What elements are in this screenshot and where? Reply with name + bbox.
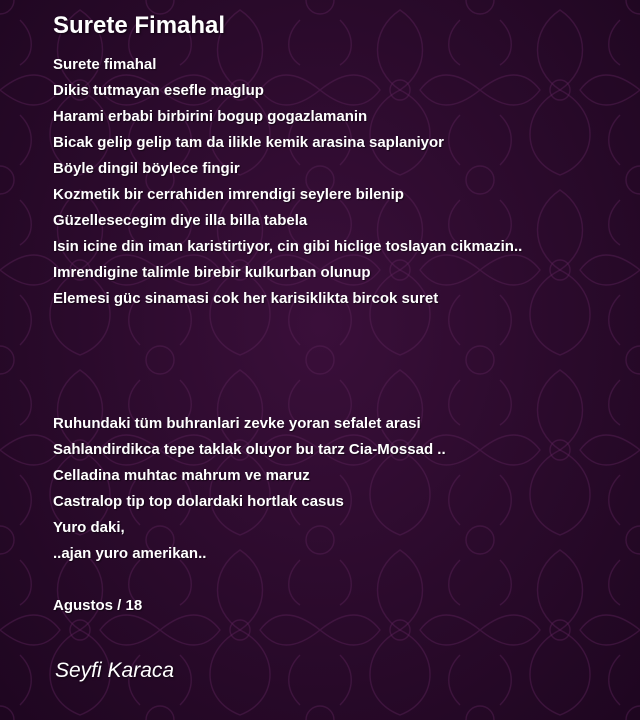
poem-line: Isin icine din iman karistirtiyor, cin gibi hiclige toslayan cikmazin.. (53, 238, 523, 255)
poem-line: Imrendigine talimle birebir kulkurban olunup (53, 264, 371, 281)
stanza-1 (53, 52, 522, 312)
poem-line: Surete fimahal (53, 56, 157, 73)
poem-line: Sahlandirdikca tepe taklak oluyor bu tarz Cia-Mossad .. (53, 441, 446, 458)
poem-line: ..ajan yuro amerikan.. (53, 545, 207, 562)
poem-line: Castralop tip top dolardaki hortlak casus (53, 493, 344, 510)
poem-line: Celladina muhtac mahrum ve maruz (53, 467, 310, 484)
poem-line: Dikis tutmayan esefle maglup (53, 82, 264, 99)
stanza-2 (53, 411, 446, 567)
poem-line: Yuro daki, (53, 519, 125, 536)
poem-line: Elemesi güc sinamasi cok her karisiklikta bircok suret (53, 290, 439, 307)
poem-title: Surete Fimahal (53, 12, 226, 39)
poem-date: Agustos / 18 (53, 597, 143, 614)
poem-line: Bicak gelip gelip tam da ilikle kemik arasina saplaniyor (53, 134, 445, 151)
poem-line: Böyle dingil böylece fingir (53, 160, 240, 177)
poem-line: Kozmetik bir cerrahiden imrendigi seylere bilenip (53, 186, 404, 203)
poem-line: Harami erbabi birbirini bogup gogazlamanin (53, 108, 368, 125)
poem-line: Ruhundaki tüm buhranlari zevke yoran sefalet arasi (53, 415, 421, 432)
poem-line: Güzellesecegim diye illa billa tabela (53, 212, 308, 229)
poem-author: Seyfi Karaca (55, 659, 175, 682)
